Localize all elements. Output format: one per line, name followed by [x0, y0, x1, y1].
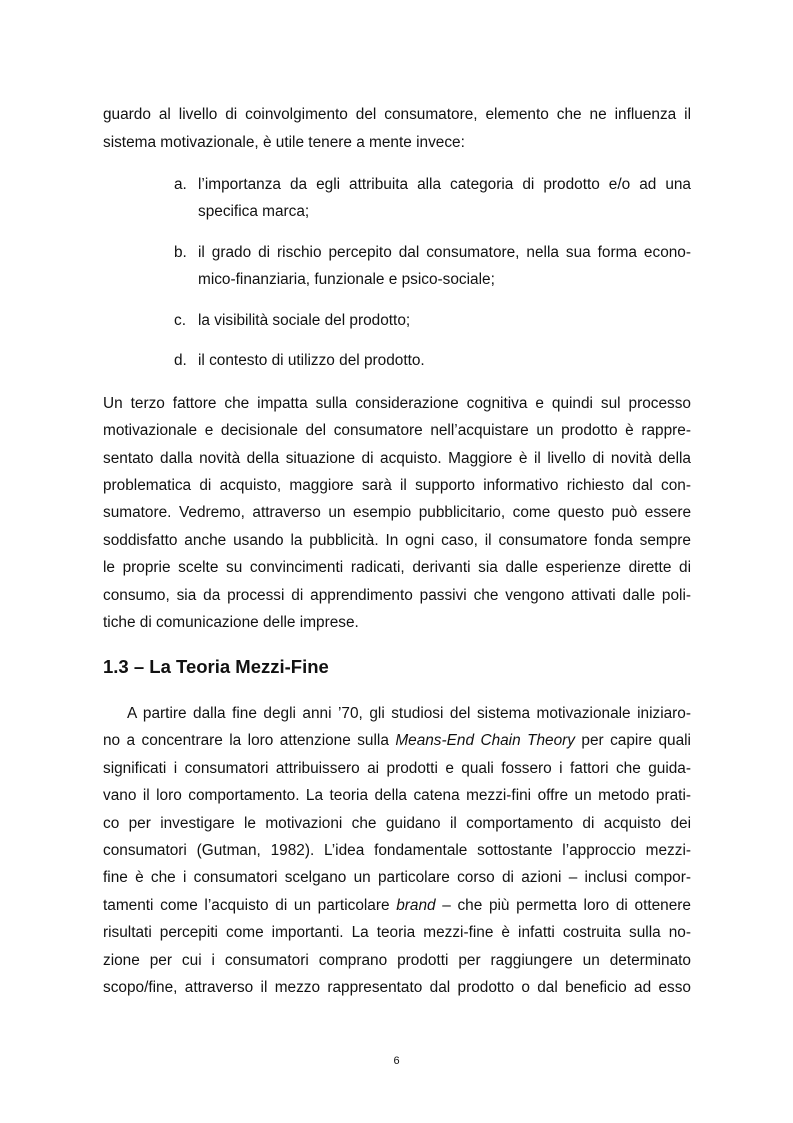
- paragraph-line: motivazionale e decisionale del consumatore nell’acquistare un prodotto è rappre-: [103, 422, 691, 439]
- list-marker: b.: [174, 244, 187, 261]
- text-run: no a concentrare la loro attenzione sulla: [103, 732, 396, 749]
- text-run: per capire quali: [575, 732, 691, 749]
- list-item-text: la visibilità sociale del prodotto;: [198, 312, 411, 329]
- italic-term: Means-End Chain Theory: [395, 732, 575, 749]
- section-heading: 1.3 – La Teoria Mezzi-Fine: [103, 656, 329, 677]
- paragraph-line: significati i consumatori attribuissero ai prodotti e quali fossero i fattori che guida-: [103, 760, 691, 777]
- paragraph-line: sentato dalla novità della situazione di acquisto. Maggiore è il livello di novità della: [103, 450, 691, 467]
- paragraph-line: [103, 732, 691, 750]
- intro-line-1: guardo al livello di coinvolgimento del consumatore, elemento che ne influenza il: [103, 106, 691, 123]
- text-run: tamenti come l’acquisto di un particolare: [103, 897, 397, 914]
- paragraph-line: Un terzo fattore che impatta sulla considerazione cognitiva e quindi sul processo: [103, 395, 691, 412]
- text-run: – che più permetta loro di ottenere: [435, 897, 691, 914]
- paragraph-line: scopo/fine, attraverso il mezzo rappresentato dal prodotto o dal beneficio ad esso: [103, 979, 691, 996]
- paragraph-line: soddisfatto anche usando la pubblicità. In ogni caso, il consumatore fonda sempre: [103, 532, 691, 549]
- list-marker: d.: [174, 352, 187, 369]
- paragraph-line: consumatori (Gutman, 1982). L’idea fondamentale sottostante l’approccio mezzi-: [103, 842, 691, 859]
- paragraph-line: zione per cui i consumatori comprano prodotti per raggiungere un determinato: [103, 952, 691, 969]
- list-item-text: l’importanza da egli attribuita alla categoria di prodotto e/o ad una: [198, 176, 691, 193]
- paragraph-line: A partire dalla fine degli anni ’70, gli studiosi del sistema motivazionale iniziaro-: [127, 705, 691, 722]
- paragraph-line: tiche di comunicazione delle imprese.: [103, 614, 359, 631]
- paragraph-line: co per investigare le motivazioni che guidano il comportamento di acquisto dei: [103, 815, 691, 832]
- list-marker: a.: [174, 176, 187, 193]
- list-item-text: il grado di rischio percepito dal consumatore, nella sua forma econo-: [198, 244, 691, 261]
- list-item-text: il contesto di utilizzo del prodotto.: [198, 352, 425, 369]
- list-item-text: specifica marca;: [198, 203, 310, 220]
- paragraph-line: problematica di acquisto, maggiore sarà il supporto informativo richiesto dal con-: [103, 477, 691, 494]
- paragraph-line: consumo, sia da processi di apprendimento passivi che vengono attivati dalle poli-: [103, 587, 691, 604]
- paragraph-line: risultati percepiti come importanti. La teoria mezzi-fine è infatti costruita sulla no-: [103, 924, 691, 941]
- paragraph-line: [103, 897, 691, 915]
- paragraph-line: fine è che i consumatori scelgano un particolare corso di azioni – inclusi compor-: [103, 869, 691, 886]
- intro-line-2: sistema motivazionale, è utile tenere a mente invece:: [103, 134, 465, 151]
- italic-term: brand: [396, 897, 436, 914]
- paragraph-line: vano il loro comportamento. La teoria della catena mezzi-fini offre un metodo prati-: [103, 787, 691, 804]
- paragraph-line: le proprie scelte su convincimenti radicati, derivanti sia dalle esperienze dirette di: [103, 559, 691, 576]
- list-marker: c.: [174, 312, 186, 329]
- page-number: 6: [393, 1055, 400, 1067]
- paragraph-line: sumatore. Vedremo, attraverso un esempio pubblicitario, come questo può essere: [103, 504, 691, 521]
- list-item-text: mico-finanziaria, funzionale e psico-sociale;: [198, 271, 495, 288]
